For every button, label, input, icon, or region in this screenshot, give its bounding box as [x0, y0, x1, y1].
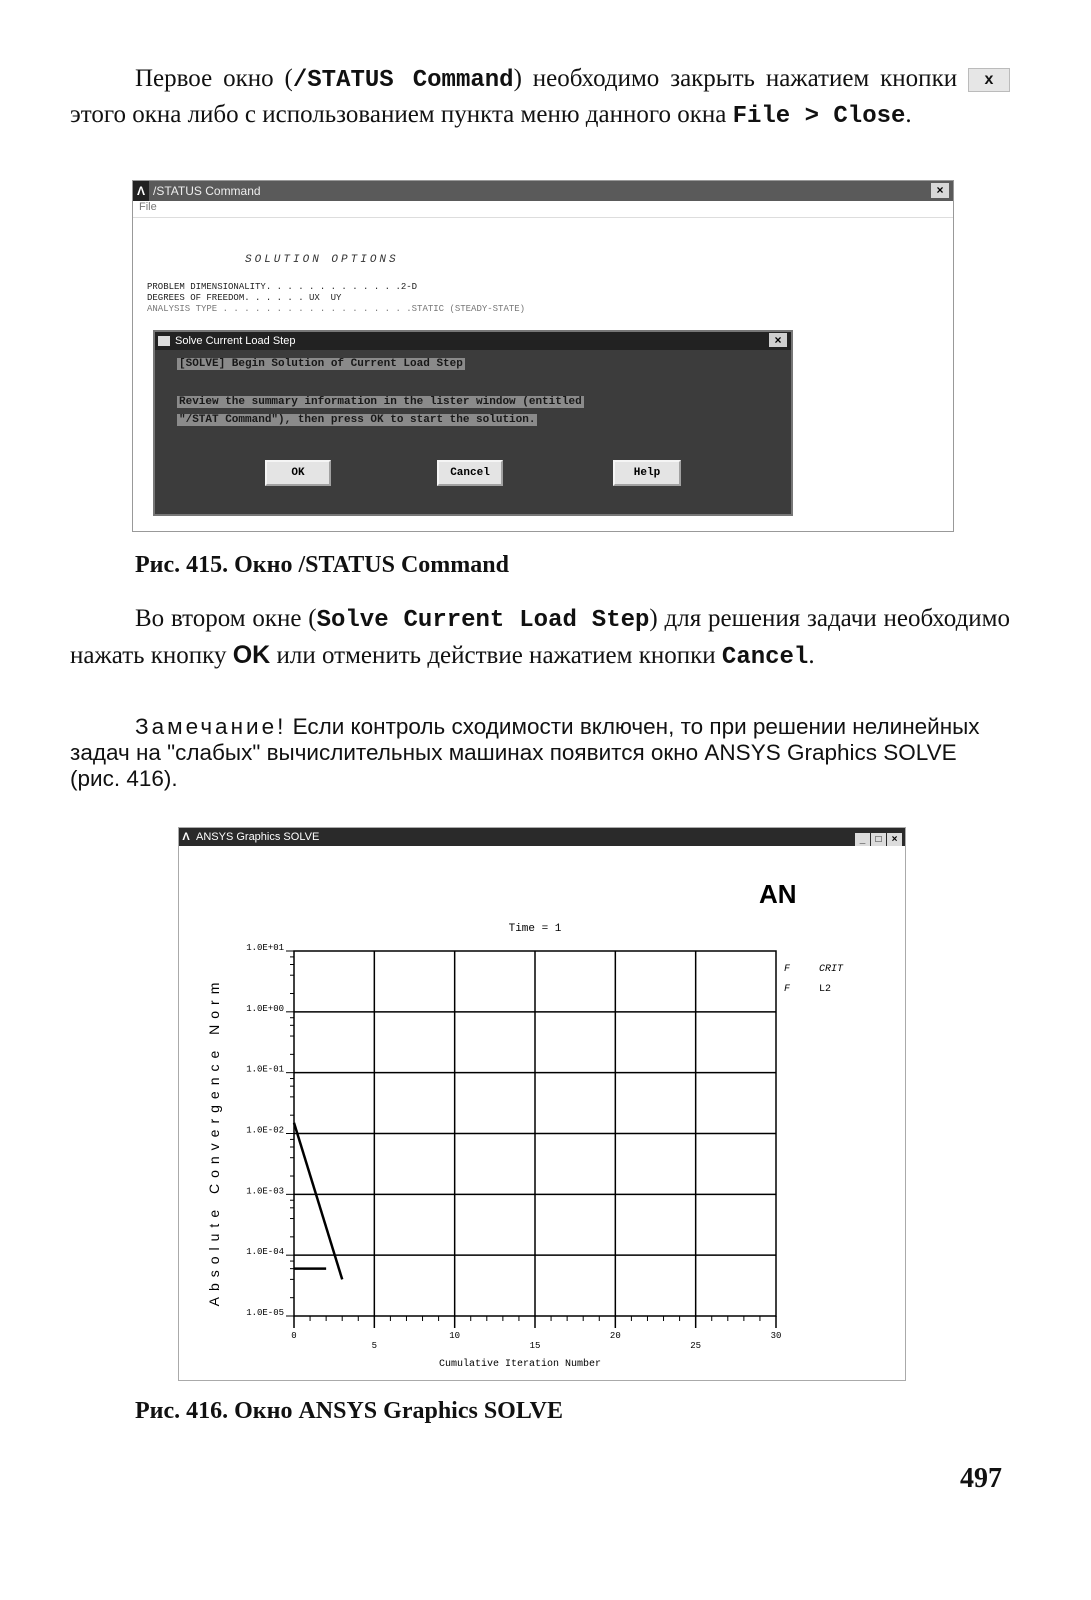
convergence-chart: [179, 846, 903, 1378]
option-line: PROBLEM DIMENSIONALITY. . . . . . . . . . . . .2-D: [147, 282, 418, 292]
status-menu-file[interactable]: File: [133, 201, 953, 218]
x-axis-label: Cumulative Iteration Number: [438, 1359, 602, 1370]
solve-current-load-step-dialog: [153, 330, 793, 516]
x-tick-label: 20: [609, 1331, 621, 1341]
cancel-ref: Cancel: [721, 644, 809, 671]
solve-load-step-ref: Solve Current Load Step: [316, 607, 650, 634]
y-tick-label: 1.0E+00: [246, 1003, 284, 1014]
status-window-body: [133, 218, 953, 530]
solution-options-heading: SOLUTION OPTIONS: [245, 254, 399, 266]
status-window-titlebar: [133, 181, 953, 201]
ansys-logo-icon: Λ: [133, 181, 149, 201]
close-button-icon: x: [968, 68, 1010, 92]
y-tick-label: 1.0E-03: [246, 1186, 284, 1197]
legend-label: L2: [819, 984, 832, 995]
window-controls: [854, 830, 902, 848]
y-tick-label: 1.0E-05: [246, 1308, 284, 1318]
ok-button[interactable]: OK: [265, 460, 331, 486]
option-line: ANALYSIS TYPE . . . . . . . . . . . . . . . . . .STATIC (STEADY-STATE): [147, 304, 526, 314]
figure-416-caption: Рис. 416. Окно ANSYS Graphics SOLVE: [135, 1398, 563, 1424]
graphics-window-title: ANSYS Graphics SOLVE: [196, 831, 320, 843]
paragraph-2: Во втором окне (Solve Current Load Step) для решения задачи необходимо нажать кнопку OK или отменить действие нажатием кнопки Cancel.: [70, 605, 1010, 671]
y-axis-label: Absolute Convergence Norm: [206, 976, 222, 1307]
figure-415-caption: Рис. 415. Окно /STATUS Command: [135, 552, 509, 578]
dialog-close-button[interactable]: ×: [769, 333, 787, 347]
chart-title: Time = 1: [508, 923, 562, 935]
status-command-ref: /STATUS Command: [292, 67, 514, 94]
page-number: 497: [960, 1463, 1002, 1494]
y-tick-label: 1.0E+01: [246, 943, 284, 953]
legend-label: CRIT: [819, 964, 844, 975]
cancel-button[interactable]: Cancel: [437, 460, 503, 486]
x-tick-label: 10: [449, 1331, 461, 1341]
ok-ref: OK: [232, 641, 271, 669]
ansys-logo: AN: [759, 879, 797, 909]
dialog-message: Review the summary information in the lister window (entitled: [179, 396, 582, 408]
legend-marker: F: [784, 964, 791, 975]
x-tick-label: 25: [690, 1341, 702, 1351]
minimize-icon[interactable]: _: [855, 833, 870, 846]
dialog-titlebar: [155, 332, 791, 350]
ansys-logo-icon: Λ: [182, 831, 190, 843]
note-paragraph: Замечание! Если контроль сходимости включен, то при решении нелинейных задач на "слабых" вычислительных машинах появится окно ANSYS Graphics SOLVE (рис. 416).: [70, 714, 980, 791]
x-tick-label: 0: [291, 1331, 297, 1341]
option-line: DEGREES OF FREEDOM. . . . . . UX UY: [147, 293, 342, 303]
help-button[interactable]: Help: [613, 460, 681, 486]
x-tick-label: 30: [770, 1331, 782, 1341]
dialog-heading: [SOLVE] Begin Solution of Current Load Step: [179, 358, 463, 370]
ansys-graphics-solve-window: [178, 827, 906, 1381]
file-close-ref: File > Close: [732, 103, 906, 130]
close-icon[interactable]: ×: [887, 833, 902, 846]
status-close-button[interactable]: ×: [931, 183, 949, 198]
y-tick-label: 1.0E-02: [246, 1125, 284, 1136]
y-tick-label: 1.0E-04: [246, 1247, 284, 1258]
y-tick-label: 1.0E-01: [246, 1064, 284, 1075]
legend-marker: F: [784, 984, 791, 995]
dialog-message: "/STAT Command"), then press OK to start the solution.: [179, 414, 536, 426]
x-tick-label: 5: [371, 1341, 378, 1351]
window-icon: [158, 336, 170, 346]
status-window-title: /STATUS Command: [153, 184, 261, 198]
x-tick-label: 15: [529, 1341, 541, 1351]
dialog-title: Solve Current Load Step: [175, 335, 296, 347]
graphics-window-titlebar: [179, 828, 905, 846]
maximize-icon[interactable]: □: [871, 833, 886, 846]
note-label: Замечание!: [135, 714, 287, 739]
paragraph-1: Первое окно (/STATUS Command) необходимо закрыть нажатием кнопки x этого окна либо с использованием пункта меню данного окна File > Close.: [70, 62, 1010, 134]
status-command-window: [132, 180, 954, 532]
